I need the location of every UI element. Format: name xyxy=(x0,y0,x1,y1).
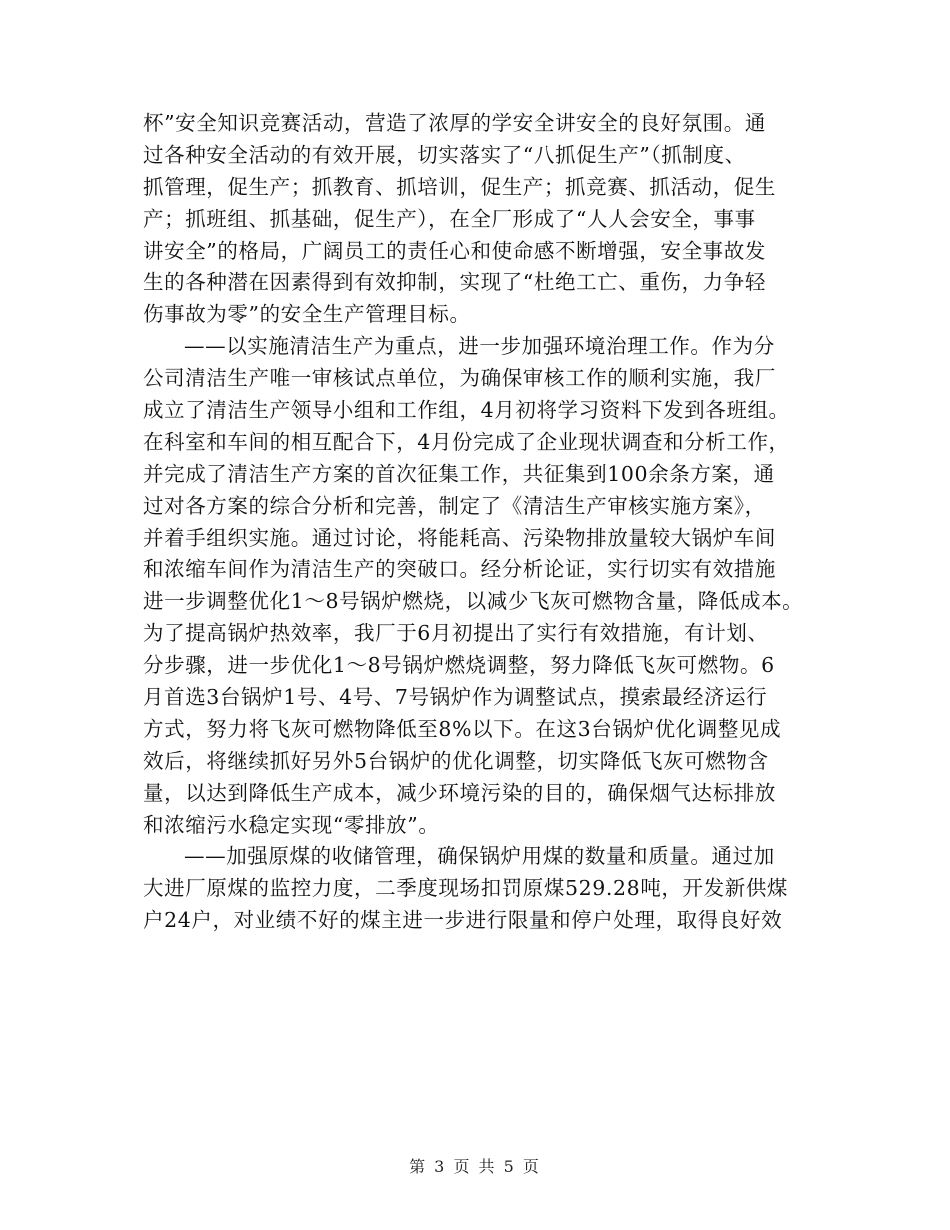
text-line: 成立了清洁生产领导小组和工作组，4月初将学习资料下发到各班组。 xyxy=(143,398,790,423)
text-line: 并着手组织实施。通过讨论，将能耗高、污染物排放量较大锅炉车间 xyxy=(143,525,776,550)
page-number-footer: 第 3 页 共 5 页 xyxy=(409,1157,541,1176)
text-line: 方式，努力将飞灰可燃物降低至8%以下。在这3台锅炉优化调整见成 xyxy=(143,716,782,741)
text-line: 讲安全”的格局，广阔员工的责任心和使命感不断增强，安全事故发 xyxy=(143,238,766,263)
text-line: 效后，将继续抓好另外5台锅炉的优化调整，切实降低飞灰可燃物含 xyxy=(143,748,769,773)
body-text xyxy=(143,108,813,937)
text-line: 量，以达到降低生产成本，减少环境污染的目的，确保烟气达标排放 xyxy=(143,780,776,805)
text-line: 生的各种潜在因素得到有效抑制，实现了“杜绝工亡、重伤，力争轻 xyxy=(143,270,766,295)
text-line: 和浓缩车间作为清洁生产的突破口。经分析论证，实行切实有效措施 xyxy=(143,557,776,582)
text-line: 过对各方案的综合分析和完善，制定了《清洁生产审核实施方案》， xyxy=(143,493,766,518)
text-line: 进一步调整优化1～8号锅炉燃烧，以减少飞灰可燃物含量，降低成本。 xyxy=(143,589,804,614)
paragraph-start-line: ——以实施清洁生产为重点，进一步加强环境治理工作。作为分 xyxy=(184,334,775,359)
text-line: 月首选3台锅炉1号、4号、7号锅炉作为调整试点，摸索最经济运行 xyxy=(143,685,768,710)
text-line: 和浓缩污水稳定实现“零排放”。 xyxy=(143,812,440,837)
text-line: 大进厂原煤的监控力度，二季度现场扣罚原煤529.28吨，开发新供煤 xyxy=(143,876,789,901)
text-line: 分步骤，进一步优化1～8号锅炉燃烧调整，努力降低飞灰可燃物。6 xyxy=(143,653,775,678)
text-line: 产；抓班组、抓基础，促生产），在全厂形成了“人人会安全，事事 xyxy=(143,206,756,231)
text-line: 为了提高锅炉热效率，我厂于6月初提出了实行有效措施，有计划、 xyxy=(143,621,769,646)
text-line: 杯”安全知识竞赛活动，营造了浓厚的学安全讲安全的良好氛围。通 xyxy=(143,111,766,135)
text-line: 伤事故为零”的安全生产管理目标。 xyxy=(143,302,471,327)
text-line: 公司清洁生产唯一审核试点单位，为确保审核工作的顺利实施，我厂 xyxy=(143,366,776,391)
paragraph-start-line: ——加强原煤的收储管理，确保锅炉用煤的数量和质量。通过加 xyxy=(184,844,775,869)
text-line: 过各种安全活动的有效开展，切实落实了“八抓促生产”（抓制度、 xyxy=(143,142,746,167)
text-line: 户24户，对业绩不好的煤主进一步进行限量和停户处理，取得良好效 xyxy=(143,908,783,933)
text-line: 并完成了清洁生产方案的首次征集工作，共征集到100余条方案，通 xyxy=(143,461,775,486)
text-line: 抓管理，促生产；抓教育、抓培训，促生产；抓竞赛、抓活动，促生 xyxy=(143,174,776,199)
text-line: 在科室和车间的相互配合下，4月份完成了企业现状调查和分析工作， xyxy=(143,429,790,454)
